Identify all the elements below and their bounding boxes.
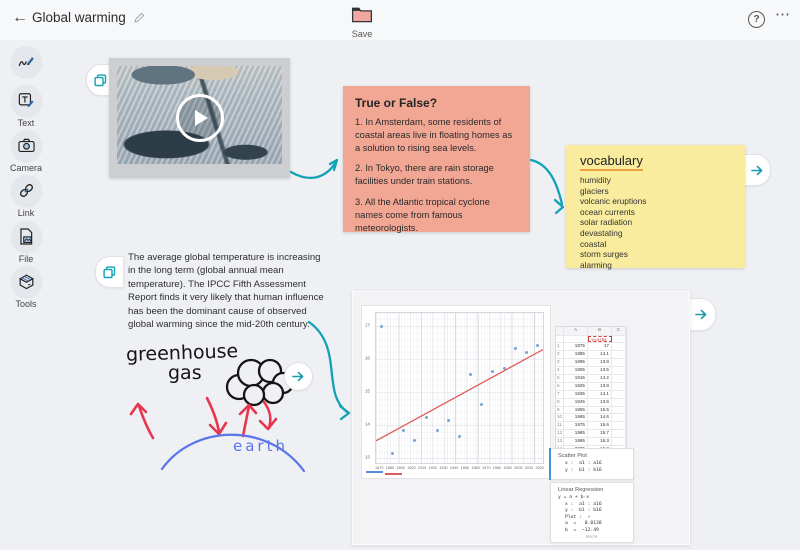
table-row [556,359,626,367]
arrow-right-icon [291,370,306,383]
year-cell: 1985 [564,430,588,437]
table-row [556,414,626,422]
top-bar [0,0,800,40]
note-item: 3. All the Atlantic tropical cyclone names come from famous meteorologists. [355,196,490,233]
save-folder-icon [351,6,373,23]
vocab-word: alarming [580,259,612,270]
vocab-word: humidity [580,175,611,185]
scatter-point [380,325,383,328]
vocab-next-button[interactable] [744,154,771,186]
vocab-word-list [580,175,731,270]
code-line: Plot : ✓ [565,514,591,520]
x-tick-label: 1970 [482,466,491,470]
x-tick-label: 2010 [524,466,534,470]
y-tick-label: 13 [364,454,370,460]
vocab-word: storm surges [580,249,628,260]
table-cell [612,343,626,350]
table-row [556,351,626,359]
selected-formula-cell: y=a+bx [588,336,612,343]
save-label: Save [351,29,373,39]
year-cell: 1875 [564,343,588,350]
code-line: x : a1 : a16 [565,461,602,466]
linear-regression-card[interactable] [550,482,634,543]
chart-next-button[interactable] [687,298,716,331]
y-tick-label: 14 [364,421,370,427]
x-tick-label: 1940 [449,466,459,470]
y-tick-label: 17 [364,322,370,328]
edit-title-icon[interactable] [133,11,146,24]
x-tick-label: 1920 [428,466,437,470]
table-cell [612,336,626,343]
table-cell [612,422,626,429]
help-button[interactable]: ? [748,11,765,28]
temp-cell: 14.2 [588,375,612,382]
note-item: 1. In Amsterdam, some residents of coastal areas live in floating homes as a solution to rising sea levels. [355,117,513,153]
sidebar-label-link: Link [17,208,35,218]
card-accent-bar [550,482,551,543]
x-tick-label: 2000 [514,466,523,470]
temp-cell: 15.6 [588,422,612,429]
column-header: C [612,327,626,335]
video-card[interactable] [109,58,290,178]
table-header-row [556,327,626,336]
scatter-plot-card [361,305,551,479]
code-line: y : b1 : b16 [565,508,602,514]
table-row [556,438,626,446]
layers-icon [102,265,117,280]
year-cell: 1905 [564,367,588,374]
scatter-plot-settings-card[interactable] [550,448,634,480]
chart-panel[interactable] [352,291,690,545]
table-cell [612,430,626,437]
code-line: a = 0.0138 [565,521,602,527]
text-tool-icon [17,91,36,110]
temp-cell: 13.5 [588,367,612,374]
true-false-note[interactable] [343,86,530,232]
x-tick-label: 2020 [535,466,544,470]
row-number: 5 [556,375,564,382]
temp-cell: 13.8 [588,383,612,390]
x-tick-label: 1980 [492,466,502,470]
column-header [556,327,564,335]
temp-cell: 14.6 [588,414,612,421]
arrow-right-icon [750,164,765,177]
sketch-label-gas: gas [168,362,202,384]
temp-cell: 14.1 [588,351,612,358]
temp-cell: 13.6 [588,399,612,406]
table-cell [612,375,626,382]
x-axis-ticks [375,466,544,470]
sketch-label-earth: earth [233,437,288,455]
sidebar-item-text[interactable] [8,85,44,128]
table-row [556,430,626,438]
y-tick-label: 16 [364,355,370,361]
x-tick-label: 1870 [375,466,384,470]
play-button[interactable] [176,94,224,142]
vocab-word: ocean currents [580,206,635,217]
sidebar-label-tools: Tools [15,299,37,309]
sidebar-item-tools[interactable] [8,266,44,309]
spreadsheet-table[interactable] [555,326,627,453]
file-icon [17,227,36,246]
camera-icon [17,136,36,155]
table-row [556,407,626,415]
row-number: 13 [557,438,563,444]
note-title: True or False? [355,96,438,110]
row-number: 10 [557,414,563,420]
layers-icon [93,73,108,88]
scatter-point [447,419,450,422]
legend-trend-swatch [385,473,402,475]
vocab-word: solar radiation [580,217,633,228]
scatter-point [391,452,394,455]
x-tick-label: 1950 [460,466,470,470]
table-cell [612,438,626,445]
year-cell: 1925 [564,383,588,390]
scatter-plot-area [375,312,544,464]
vocab-word: volcanic eruptions [580,196,647,207]
year-cell: 1965 [564,414,588,421]
scatter-point [503,367,506,370]
legend-points-swatch [366,471,383,473]
temp-cell: 15.5 [588,407,612,414]
card-accent-bar [549,448,552,480]
table-row [556,375,626,383]
year-cell: 1885 [564,351,588,358]
sidebar-item-file[interactable] [8,221,44,264]
table-row [556,336,626,344]
card-title: Scatter Plot [558,453,587,459]
link-icon [17,181,36,200]
row-number: 6 [556,383,564,390]
row-number: 11 [556,422,564,429]
note-item: 2. In Tokyo, there are rain storage facilities under train stations. [355,163,494,187]
sidebar-item-link[interactable] [8,175,44,218]
sidebar-label-camera: Camera [9,163,42,173]
pen-icon [17,52,36,71]
code-line: more [586,534,598,540]
table-row [556,391,626,399]
more-menu-button[interactable]: ⋯ [775,6,791,23]
year-cell: 1895 [564,359,588,366]
column-header: A [564,327,588,335]
x-tick-label: 1990 [503,466,512,470]
row-number: 4 [556,367,564,374]
temp-cell: 17 [588,343,612,350]
page-title: Global warming [32,10,126,25]
card-lines [551,461,633,474]
year-cell: 1955 [564,407,588,414]
table-row [556,422,626,430]
row-number: 3 [556,359,564,366]
row-number [556,336,564,343]
sidebar-item-camera[interactable] [8,130,44,173]
sidebar-label-text: Text [17,118,35,128]
table-cell [612,351,626,358]
save-button[interactable] [338,6,386,39]
scatter-point [536,344,539,347]
table-row [556,367,626,375]
arrow-video-to-note [291,162,336,178]
year-cell: 1915 [564,375,588,382]
x-tick-label: 1910 [417,466,427,470]
table-cell [612,414,626,421]
board-title-wrap [32,10,146,25]
vocab-word: glaciers [580,185,609,196]
card-lines [551,495,633,541]
temp-cell: 15.7 [588,430,612,437]
temp-cell: 14.1 [588,391,612,398]
vocab-word: devastating [580,227,623,238]
x-tick-label: 1930 [439,466,448,470]
vocabulary-note[interactable] [566,145,745,268]
table-cell [612,383,626,390]
row-number: 1 [556,343,564,350]
year-cell: 1945 [564,399,588,406]
scatter-point [436,429,439,432]
x-tick-label: 1890 [396,466,405,470]
temp-cell: 16.3 [588,438,612,445]
textblock-handle-button[interactable] [95,256,124,288]
table-cell [564,336,588,343]
table-row [556,399,626,407]
sketch-label-greenhouse: greenhouse [125,340,239,366]
row-number: 9 [556,407,564,414]
vocab-word: coastal [580,238,607,249]
y-tick-label: 15 [364,388,370,394]
row-number: 2 [556,351,564,358]
table-row [556,343,626,351]
sketch-next-button[interactable] [284,362,313,391]
table-cell [612,399,626,406]
table-cell [612,407,626,414]
row-number: 12 [557,430,563,436]
code-line: y = a + b·x [558,495,590,500]
year-cell: 1995 [564,438,588,445]
note-items [355,116,518,234]
sidebar-label-file: File [18,254,34,264]
ipcc-text-block[interactable]: The average global temperature is increasing in the long term (global annual mean temperature). The IPCC Fifth Assessment Report finds it very likely that human influence has been the dominant cause of observed global warming since the mid-20th century. [128,252,324,331]
x-tick-label: 1960 [471,466,480,470]
arrow-text-to-chart [309,322,347,412]
x-tick-label: 1880 [385,466,395,470]
code-line: b = −12.49 [565,527,599,533]
table-cell [612,391,626,398]
table-cell [612,359,626,366]
year-cell: 1975 [564,422,588,429]
arrow-right-icon [694,308,709,321]
table-cell [612,367,626,374]
column-header: B [588,327,612,335]
x-tick-label: 1900 [407,466,416,470]
sidebar-item-draw[interactable] [8,46,44,77]
scatter-point [425,416,428,419]
play-icon [195,110,208,126]
scatter-point [525,351,528,354]
vocab-title: vocabulary [580,153,643,171]
arrow-note-to-vocab [531,160,562,204]
row-number: 8 [556,399,564,406]
temp-cell: 13.8 [588,359,612,366]
table-row [556,383,626,391]
back-button[interactable]: ← [12,9,28,26]
code-line: y : b1 : b16 [565,467,602,473]
code-line: x : a1 : a16 [565,501,602,507]
trend-line [376,313,543,463]
year-cell: 1935 [564,391,588,398]
card-title: Linear Regression [558,487,604,493]
row-number: 7 [556,391,564,398]
tools-icon [17,272,36,291]
